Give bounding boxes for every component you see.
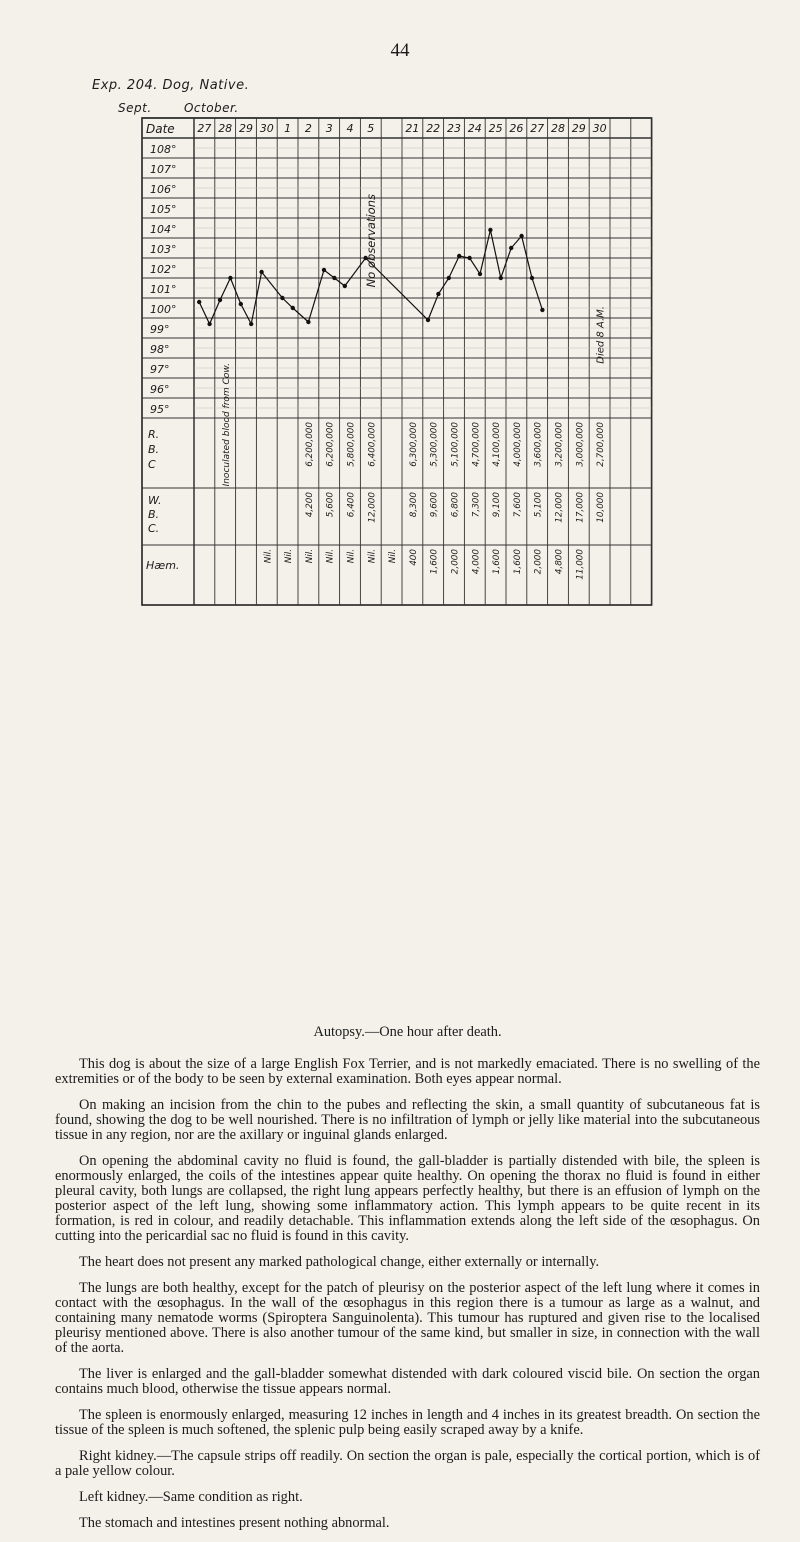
haemoglobin-value: 400 bbox=[408, 549, 419, 566]
temperature-point bbox=[322, 268, 326, 272]
white-cell-count: 5,100 bbox=[533, 492, 544, 518]
haemoglobin-value: 2,000 bbox=[450, 549, 461, 575]
temperature-point bbox=[457, 254, 461, 258]
white-cell-count: 6,400 bbox=[346, 492, 357, 518]
page-number: 44 bbox=[390, 40, 410, 61]
paragraph-lungs: The lungs are both healthy, except for the patch of pleurisy on the posterior aspect of the left lung where it comes in contact with the œsophagus. In the wall of the œsophagus in this region there is a tumour as large as a walnut, and containing many nematode worms (Spiroptera Sanguinolenta). This tumour has ruptured and given rise to the localised pleurisy mentioned above. There is also another tumour of the same kind, but smaller in size, in connection with the wall of the aorta. bbox=[55, 1280, 760, 1356]
date-header: Date bbox=[146, 122, 175, 136]
temperature-label: 101° bbox=[150, 283, 177, 296]
paragraph-incision: On making an incision from the chin to the pubes and reflecting the skin, a small quantity of subcutaneous fat is found, showing the dog to be well nourished. There is no infiltration of lymph or jelly like material into the subcutaneous tissue in any region, nor are the axillary or inguinal glands enlarged. bbox=[55, 1097, 760, 1143]
temperature-point bbox=[197, 300, 201, 304]
haemoglobin-value: 1,600 bbox=[429, 549, 440, 575]
red-cell-count: 6,200,000 bbox=[325, 422, 336, 467]
paragraph-cavities: On opening the abdominal cavity no fluid is found, the gall-bladder is partially distended with bile, the spleen is enormously enlarged, the coils of the intestines appear quite healthy. On opening the thorax no fluid is found in either pleural cavity, both lungs are collapsed, the right lung appears perfectly healthy, but there is an effusion of lymph on the posterior aspect of the left lung, showing some inflammatory action. This lymph appears to be quite recent in its formation, is red in colour, and readily detachable. This inflammation extends along the left side of the œsophagus. On cutting into the pericardial sac no fluid is found in this cavity. bbox=[55, 1153, 760, 1244]
temperature-label: 105° bbox=[150, 203, 177, 216]
temperature-point bbox=[488, 228, 492, 232]
temperature-point bbox=[306, 320, 310, 324]
red-cell-count: 5,100,000 bbox=[450, 422, 461, 467]
inoculated-note: Inoculated blood from Cow. bbox=[222, 363, 233, 487]
date-cell: 21 bbox=[405, 122, 420, 135]
temperature-point bbox=[540, 308, 544, 312]
haemoglobin-value: Nil. bbox=[346, 549, 357, 564]
red-cell-count: 6,200,000 bbox=[304, 422, 315, 467]
row-label-white: W. bbox=[148, 494, 162, 507]
paragraph-external: This dog is about the size of a large English Fox Terrier, and is not markedly emaciated. There is no swelling of the extremities or of the body to be seen by external examination. Both eyes appear normal. bbox=[55, 1056, 760, 1087]
red-cell-count: 3,600,000 bbox=[533, 422, 544, 467]
temperature-point bbox=[280, 296, 284, 300]
haemoglobin-value: 4,800 bbox=[554, 549, 565, 575]
white-cell-count: 12,000 bbox=[367, 492, 378, 523]
red-cell-count: 4,700,000 bbox=[471, 422, 482, 467]
red-cell-count: 5,300,000 bbox=[429, 422, 440, 467]
month-october: October. bbox=[183, 101, 239, 115]
temperature-label: 97° bbox=[150, 363, 170, 376]
paragraph-liver: The liver is enlarged and the gall-bladder somewhat distended with dark coloured viscid bile. On section the organ contains much blood, otherwise the tissue appears normal. bbox=[55, 1366, 760, 1397]
temperature-label: 103° bbox=[150, 243, 177, 256]
red-cell-count: 6,300,000 bbox=[408, 422, 419, 467]
date-cell: 4 bbox=[346, 122, 354, 135]
white-cell-count: 17,000 bbox=[575, 492, 586, 523]
temperature-label: 106° bbox=[150, 183, 177, 196]
white-cell-count: 8,300 bbox=[408, 492, 419, 518]
date-cell: 5 bbox=[367, 122, 375, 135]
date-cell: 30 bbox=[592, 122, 607, 135]
white-cell-count: 6,800 bbox=[450, 492, 461, 518]
date-cell: 22 bbox=[426, 122, 441, 135]
row-label-red: R. bbox=[148, 428, 160, 441]
haemoglobin-value: 2,000 bbox=[533, 549, 544, 575]
died-note: Died 8 A.M. bbox=[595, 306, 607, 364]
temperature-point bbox=[343, 284, 347, 288]
white-cell-count: 9,600 bbox=[429, 492, 440, 518]
haemoglobin-value: Nil. bbox=[325, 549, 336, 564]
date-cell: 28 bbox=[551, 122, 565, 135]
white-cell-count: 5,600 bbox=[325, 492, 336, 518]
temperature-point bbox=[249, 322, 253, 326]
autopsy-text bbox=[55, 1025, 760, 1542]
row-label-haemoglobin: Hæm. bbox=[146, 559, 180, 572]
date-cell: 29 bbox=[571, 122, 586, 135]
temperature-label: 108° bbox=[150, 143, 177, 156]
haemoglobin-value: 4,000 bbox=[471, 549, 482, 575]
paragraph-left-kidney: Left kidney.—Same condition as right. bbox=[79, 1489, 303, 1505]
row-label-red-c: C bbox=[148, 458, 156, 471]
red-cell-count: 3,200,000 bbox=[554, 422, 565, 467]
temperature-label: 107° bbox=[150, 163, 177, 176]
temperature-label: 100° bbox=[150, 303, 177, 316]
white-cell-count: 12,000 bbox=[554, 492, 565, 523]
temperature-point bbox=[530, 276, 534, 280]
date-cell: 2 bbox=[304, 122, 312, 135]
row-label-white-b: B. bbox=[148, 508, 160, 521]
temperature-point bbox=[207, 322, 211, 326]
paragraph-heart: The heart does not present any marked pathological change, either externally or internally. bbox=[79, 1254, 600, 1270]
white-cell-count: 7,300 bbox=[471, 492, 482, 518]
temperature-point bbox=[218, 298, 222, 302]
haemoglobin-value: Nil. bbox=[388, 549, 399, 564]
haemoglobin-value: Nil. bbox=[284, 549, 295, 564]
haemoglobin-value: 1,600 bbox=[492, 549, 503, 575]
temperature-point bbox=[436, 292, 440, 296]
red-cell-count: 5,800,000 bbox=[346, 422, 357, 467]
date-cell: 24 bbox=[467, 122, 482, 135]
temperature-point bbox=[447, 276, 451, 280]
paragraph-spleen: The spleen is enormously enlarged, measuring 12 inches in length and 4 inches in its greatest breadth. On section the tissue of the spleen is much softened, the splenic pulp being easily scraped away by a knife. bbox=[55, 1407, 760, 1438]
paragraph-stomach: The stomach and intestines present nothing abnormal. bbox=[79, 1515, 390, 1531]
row-label-white-c: C. bbox=[148, 522, 160, 535]
temperature-point bbox=[426, 318, 430, 322]
white-cell-count: 4,200 bbox=[304, 492, 315, 518]
month-september: Sept. bbox=[118, 101, 152, 115]
date-cell: 23 bbox=[447, 122, 461, 135]
chart-frame bbox=[142, 118, 652, 605]
date-cell: 27 bbox=[530, 122, 545, 135]
temperature-label: 98° bbox=[150, 343, 170, 356]
temperature-label: 95° bbox=[150, 403, 170, 416]
no-observations-note: No observations bbox=[363, 194, 378, 288]
temperature-label: 96° bbox=[150, 383, 170, 396]
temperature-point bbox=[332, 276, 336, 280]
temperature-point bbox=[478, 272, 482, 276]
date-cell: 27 bbox=[197, 122, 212, 135]
date-cell: 25 bbox=[488, 122, 503, 135]
experiment-title: Exp. 204. Dog, Native. bbox=[92, 78, 250, 93]
haemoglobin-value: 11,000 bbox=[575, 549, 586, 580]
temperature-point bbox=[499, 276, 503, 280]
red-cell-count: 2,700,000 bbox=[596, 422, 607, 467]
temperature-point bbox=[519, 234, 523, 238]
temperature-point bbox=[239, 302, 243, 306]
white-cell-count: 9,100 bbox=[492, 492, 503, 518]
temperature-label: 99° bbox=[150, 323, 170, 336]
haemoglobin-value: Nil. bbox=[263, 549, 274, 564]
autopsy-heading: Autopsy.—One hour after death. bbox=[313, 1024, 502, 1040]
white-cell-count: 7,600 bbox=[512, 492, 523, 518]
temperature-point bbox=[509, 246, 513, 250]
row-label-red-b: B. bbox=[148, 443, 160, 456]
paragraph-right-kidney: Right kidney.—The capsule strips off readily. On section the organ is pale, especially the cortical portion, which is of a pale yellow colour. bbox=[55, 1448, 760, 1479]
haemoglobin-value: 1,600 bbox=[512, 549, 523, 575]
date-cell: 30 bbox=[259, 122, 274, 135]
red-cell-count: 4,100,000 bbox=[492, 422, 503, 467]
date-cell: 29 bbox=[239, 122, 253, 135]
temperature-point bbox=[228, 276, 232, 280]
date-cell: 28 bbox=[218, 122, 233, 135]
temperature-point bbox=[291, 306, 295, 310]
white-cell-count: 10,000 bbox=[596, 492, 607, 523]
haemoglobin-value: Nil. bbox=[367, 549, 378, 564]
temperature-label: 104° bbox=[150, 223, 177, 236]
temperature-point bbox=[467, 256, 471, 260]
red-cell-count: 3,000,000 bbox=[575, 422, 586, 467]
temperature-point bbox=[259, 270, 263, 274]
red-cell-count: 4,000,000 bbox=[512, 422, 523, 467]
date-cell: 26 bbox=[509, 122, 524, 135]
haemoglobin-value: Nil. bbox=[304, 549, 315, 564]
red-cell-count: 6,400,000 bbox=[367, 422, 378, 467]
date-cell: 1 bbox=[284, 122, 292, 135]
date-cell: 3 bbox=[325, 122, 333, 135]
temperature-label: 102° bbox=[150, 263, 177, 276]
